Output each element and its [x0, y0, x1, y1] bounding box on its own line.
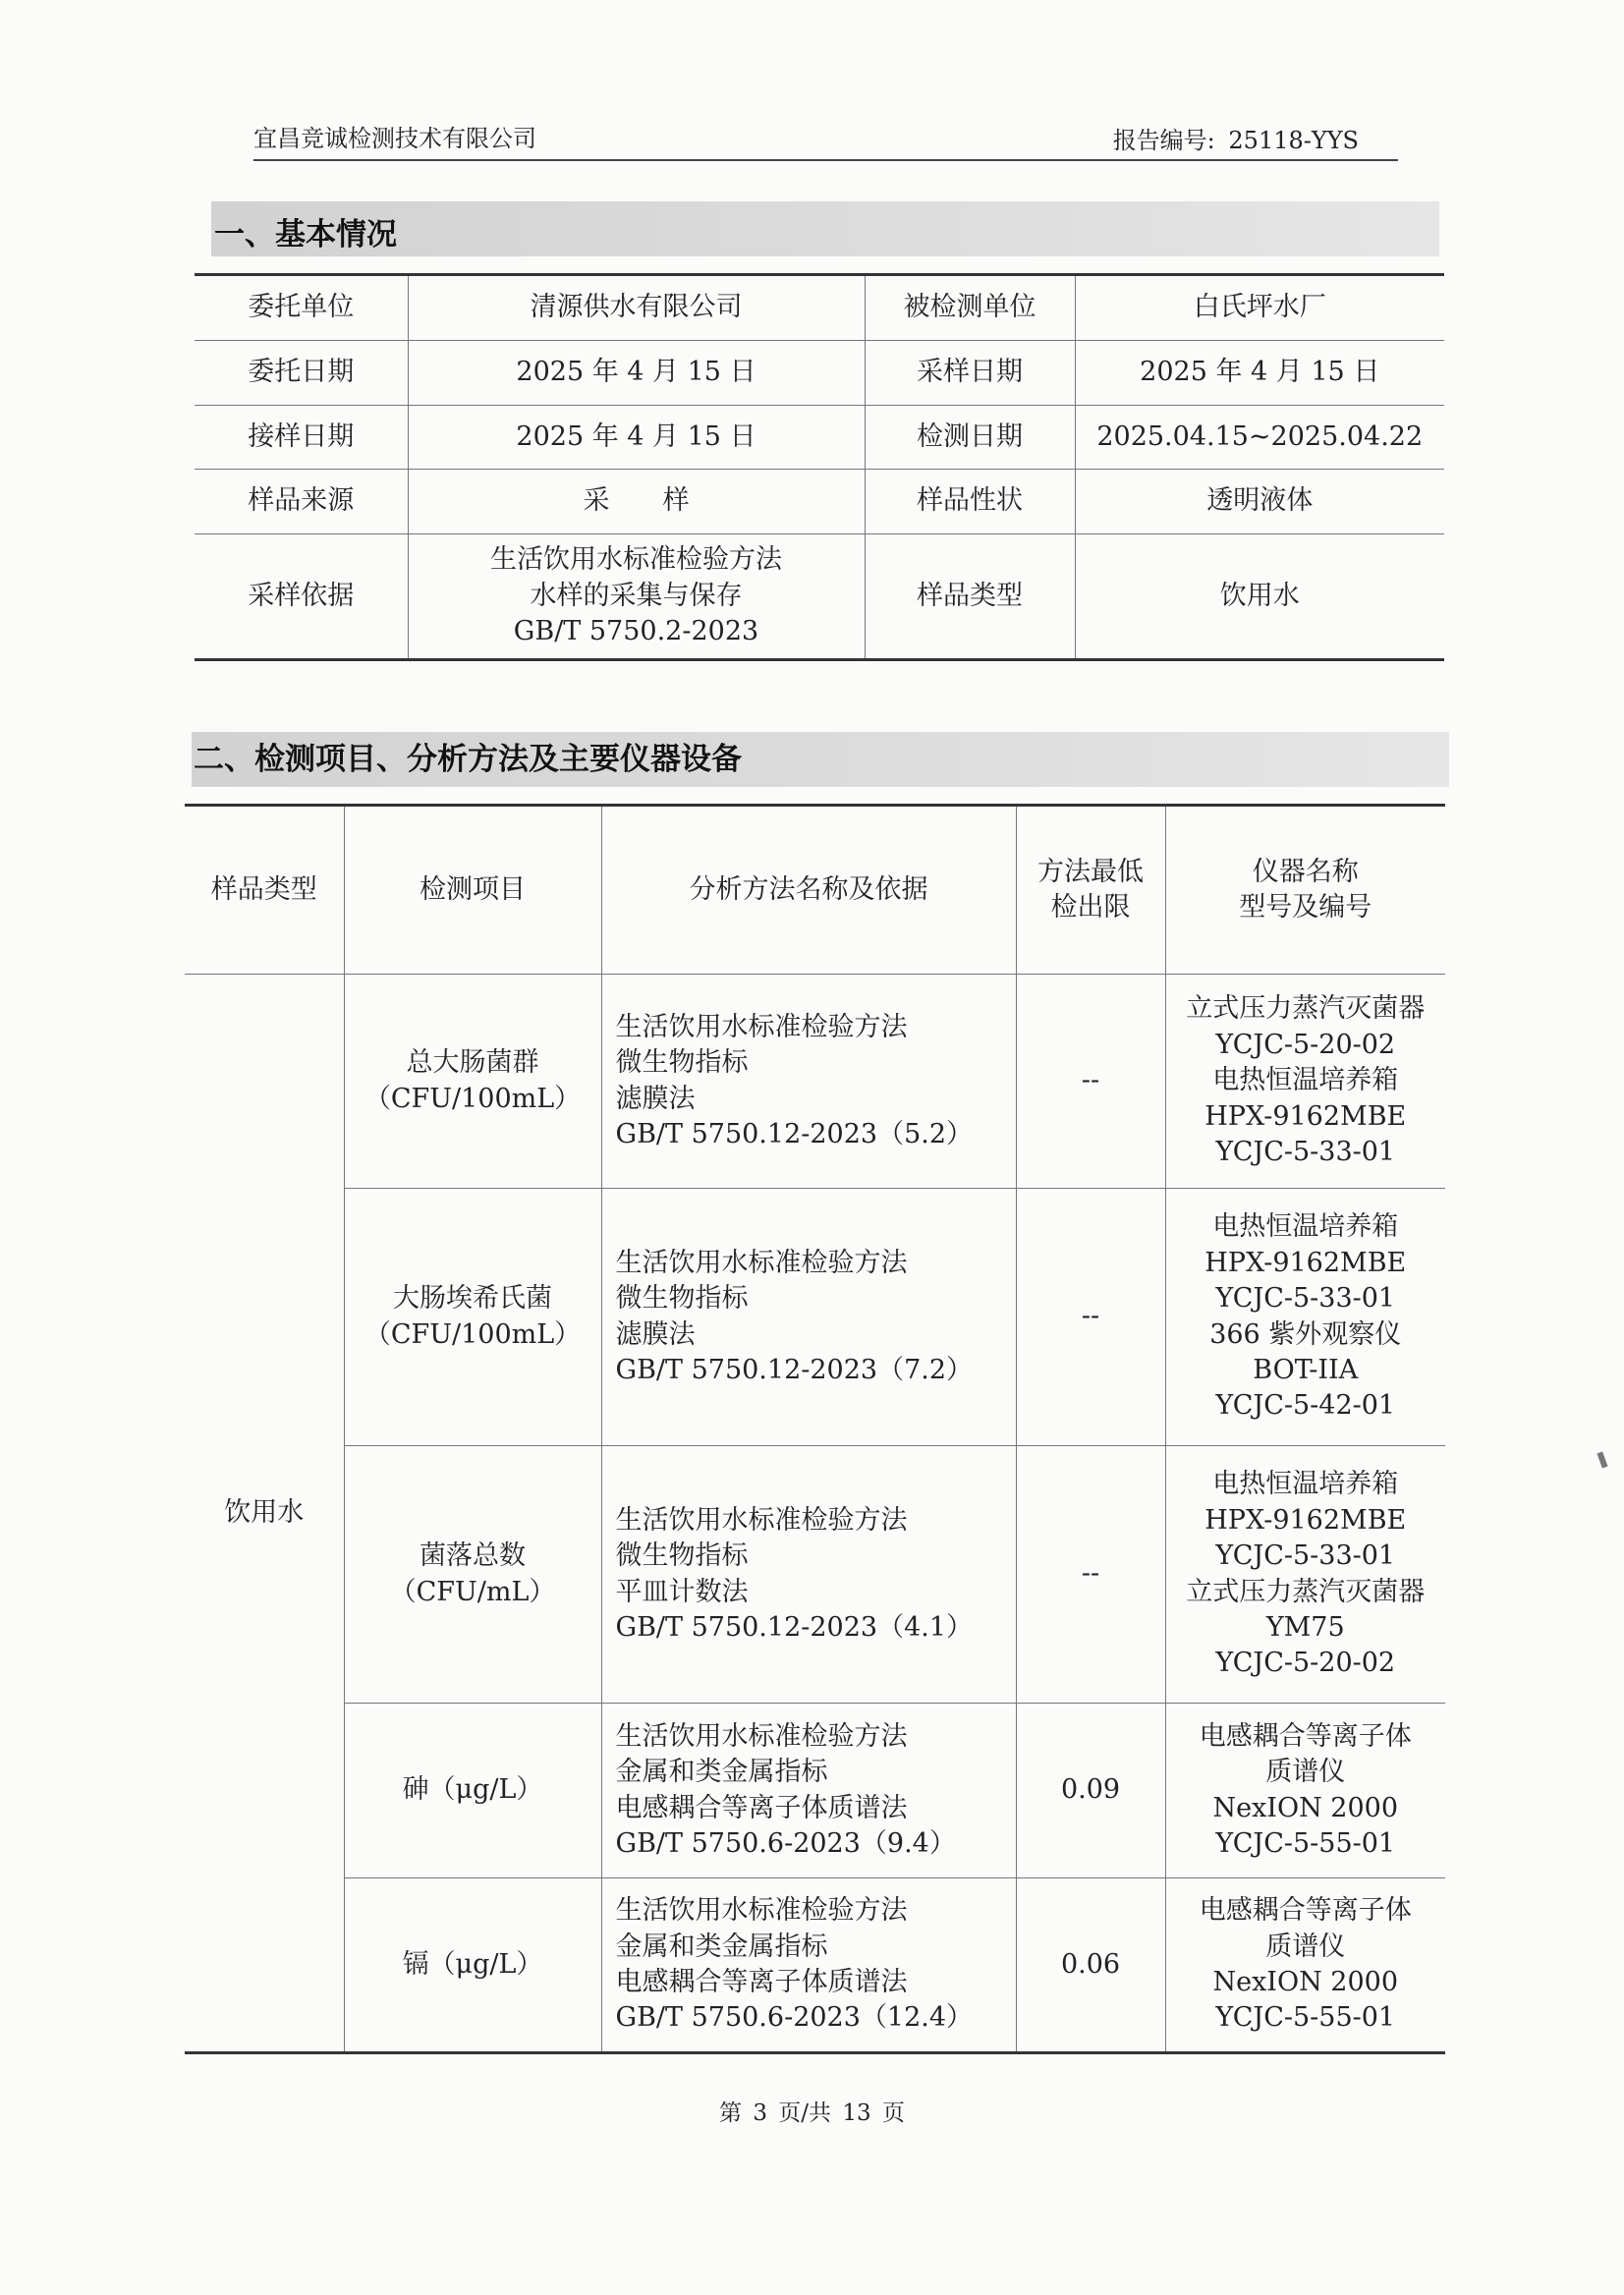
value-cell: 饮用水: [1075, 534, 1444, 660]
table-row: [185, 1878, 1445, 2053]
table-header-row: [185, 806, 1445, 975]
limit-cell: 0.09: [1016, 1704, 1165, 1878]
table-row: [185, 1446, 1445, 1704]
value-cell: [408, 534, 865, 660]
value-cell: 2025 年 4 月 15 日: [408, 341, 865, 406]
page-header: [253, 116, 1398, 161]
basis-line: 生活饮用水标准检验方法: [490, 544, 782, 576]
basic-info-table: [195, 273, 1444, 661]
table-row: [195, 534, 1444, 660]
table-row: [185, 975, 1445, 1189]
basis-line: 水样的采集与保存: [530, 580, 743, 611]
header-instrument: 仪器名称 型号及编号: [1165, 806, 1445, 975]
value-cell: 采 样: [408, 470, 865, 534]
method-cell: 生活饮用水标准检验方法 微生物指标 滤膜法 GB/T 5750.12-2023（7.2）: [601, 1189, 1016, 1446]
method-cell: 生活饮用水标准检验方法 金属和类金属指标 电感耦合等离子体质谱法 GB/T 5750.6-2023（9.4）: [601, 1704, 1016, 1878]
label-cell: 采样日期: [865, 341, 1075, 406]
method-cell: 生活饮用水标准检验方法 微生物指标 平皿计数法 GB/T 5750.12-2023（4.1）: [601, 1446, 1016, 1704]
instrument-cell: 电感耦合等离子体 质谱仪 NexION 2000 YCJC-5-55-01: [1165, 1704, 1445, 1878]
item-cell: 菌落总数 （CFU/mL）: [344, 1446, 601, 1704]
label-cell: 被检测单位: [865, 275, 1075, 341]
table-row: [195, 406, 1444, 470]
sample-type-cell: 饮用水: [224, 1496, 305, 1528]
value-cell: 2025 年 4 月 15 日: [1075, 341, 1444, 406]
method-table: [185, 804, 1445, 2054]
instrument-cell: 电感耦合等离子体 质谱仪 NexION 2000 YCJC-5-55-01: [1165, 1878, 1445, 2053]
table-row: [195, 341, 1444, 406]
value-cell: 清源供水有限公司: [408, 275, 865, 341]
item-cell: 总大肠菌群 （CFU/100mL）: [344, 975, 601, 1189]
label-cell: 委托单位: [195, 275, 408, 341]
method-cell: 生活饮用水标准检验方法 金属和类金属指标 电感耦合等离子体质谱法 GB/T 5750.6-2023（12.4）: [601, 1878, 1016, 2053]
table-row: [195, 470, 1444, 534]
limit-cell: --: [1016, 1446, 1165, 1704]
page-number: 第 3 页/共 13 页: [719, 2100, 905, 2126]
basis-line: GB/T 5750.2-2023: [513, 616, 759, 647]
table-row: [185, 1189, 1445, 1446]
header-limit: 方法最低 检出限: [1016, 806, 1165, 975]
section1-title: 一、基本情况: [214, 217, 397, 252]
label-cell: 委托日期: [195, 341, 408, 406]
value-cell: 透明液体: [1075, 470, 1444, 534]
value-cell: 2025.04.15~2025.04.22: [1075, 406, 1444, 470]
table-row: [195, 275, 1444, 341]
scan-artifact: [1596, 1451, 1607, 1468]
item-cell: 砷（μg/L）: [344, 1704, 601, 1878]
label-cell: 样品性状: [865, 470, 1075, 534]
report-number: 报告编号: 25118-YYS: [1112, 127, 1359, 154]
company-name: 宜昌竞诚检测技术有限公司: [253, 125, 536, 152]
header-item: 检测项目: [344, 806, 601, 975]
item-cell: 大肠埃希氏菌 （CFU/100mL）: [344, 1189, 601, 1446]
table-row: [185, 1704, 1445, 1878]
limit-cell: --: [1016, 1189, 1165, 1446]
instrument-cell: 电热恒温培养箱 HPX-9162MBE YCJC-5-33-01 366 紫外观察仪 BOT-IIA YCJC-5-42-01: [1165, 1189, 1445, 1446]
method-cell: 生活饮用水标准检验方法 微生物指标 滤膜法 GB/T 5750.12-2023（5.2）: [601, 975, 1016, 1189]
label-cell: 样品类型: [865, 534, 1075, 660]
header-sample-type: 样品类型: [185, 806, 344, 975]
instrument-cell: 电热恒温培养箱 HPX-9162MBE YCJC-5-33-01 立式压力蒸汽灭菌器 YM75 YCJC-5-20-02: [1165, 1446, 1445, 1704]
value-cell: 白氏坪水厂: [1075, 275, 1444, 341]
label-cell: 接样日期: [195, 406, 408, 470]
label-cell: 检测日期: [865, 406, 1075, 470]
limit-cell: 0.06: [1016, 1878, 1165, 2053]
item-cell: 镉（μg/L）: [344, 1878, 601, 2053]
instrument-cell: 立式压力蒸汽灭菌器 YCJC-5-20-02 电热恒温培养箱 HPX-9162MBE YCJC-5-33-01: [1165, 975, 1445, 1189]
label-cell: 样品来源: [195, 470, 408, 534]
header-method: 分析方法名称及依据: [601, 806, 1016, 975]
section2-title: 二、检测项目、分析方法及主要仪器设备: [194, 742, 742, 777]
value-cell: 2025 年 4 月 15 日: [408, 406, 865, 470]
limit-cell: --: [1016, 975, 1165, 1189]
label-cell: 采样依据: [248, 580, 355, 611]
